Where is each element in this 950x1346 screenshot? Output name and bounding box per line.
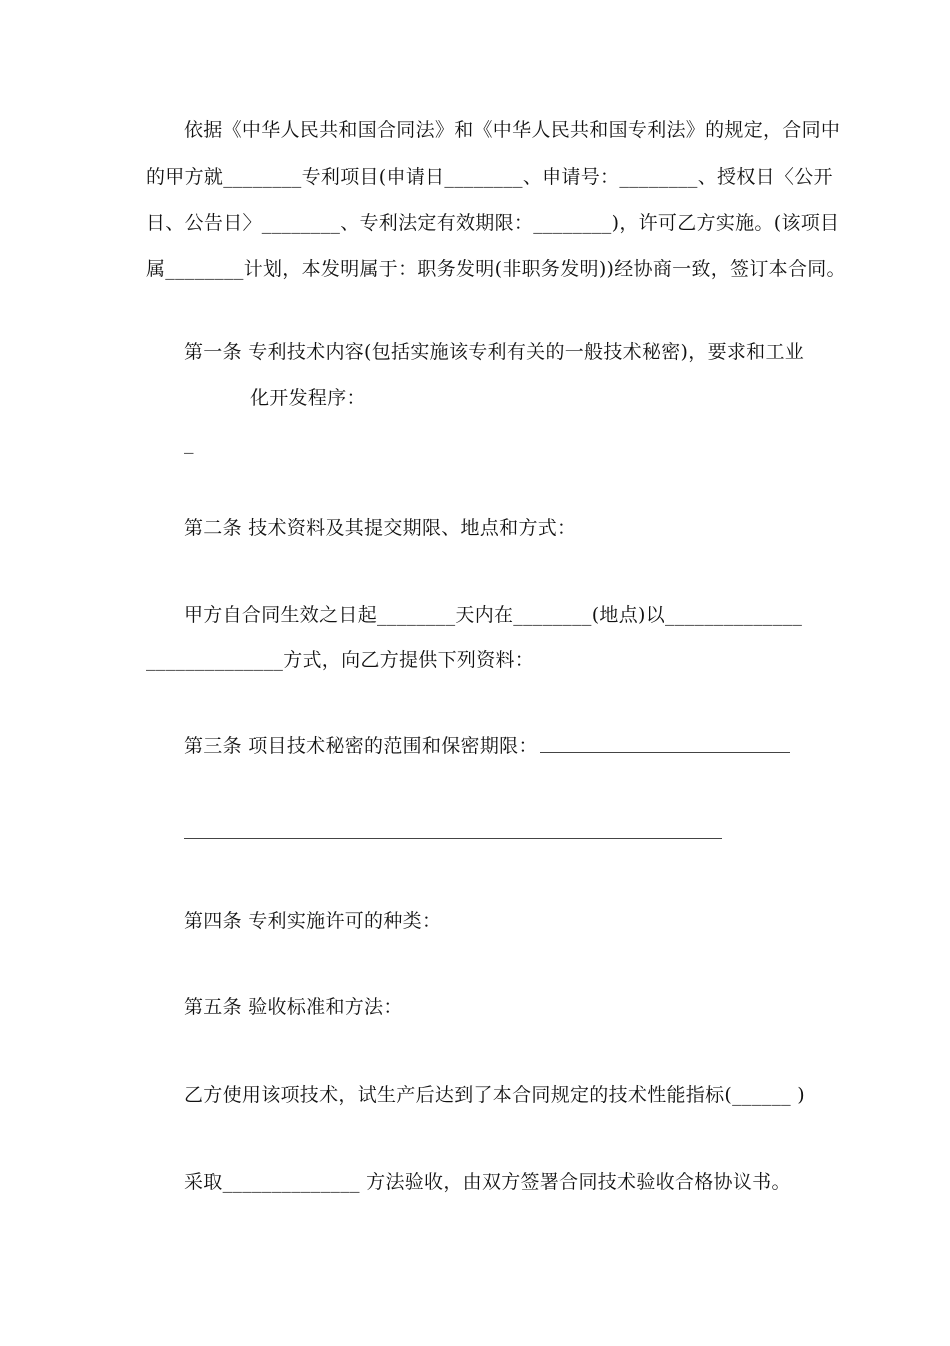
intro-line-1: 依据《中华人民共和国合同法》和《中华人民共和国专利法》的规定，合同中 <box>184 119 841 141</box>
article-2-body-line-2: ______________方式，向乙方提供下列资料： <box>146 649 535 671</box>
intro-line-3: 日、公告日〉________、专利法定有效期限：________)，许可乙方实施。(该项目 <box>146 212 840 234</box>
article-4-title: 第四条 专利实施许可的种类： <box>184 910 442 932</box>
article-5-body-line-1: 乙方使用该项技术，试生产后达到了本合同规定的技术性能指标(______ ) <box>184 1084 805 1106</box>
intro-line-2: 的甲方就________专利项目(申请日________、申请号：________、授权日〈公开 <box>146 166 833 188</box>
article-1-title: 第一条 专利技术内容(包括实施该专利有关的一般技术秘密)，要求和工业 <box>184 341 805 363</box>
article-2-body-line-1: 甲方自合同生效之日起________天内在________(地点)以______________ <box>184 604 803 626</box>
article-5-body-line-2: 采取______________ 方法验收，由双方签署合同技术验收合格协议书。 <box>184 1171 791 1193</box>
article-2-title: 第二条 技术资料及其提交期限、地点和方式： <box>184 517 577 539</box>
article-1-title-cont: 化开发程序： <box>250 387 366 409</box>
article-3-title: 第三条 项目技术秘密的范围和保密期限： <box>184 735 538 757</box>
article-3-fill-line <box>540 752 790 753</box>
article-5-title: 第五条 验收标准和方法： <box>184 996 403 1018</box>
article-1-blank: _ <box>184 432 194 454</box>
article-3-fill-line-2 <box>184 838 722 839</box>
intro-line-4: 属________计划，本发明属于：职务发明(非职务发明))经协商一致，签订本合同。 <box>146 258 846 280</box>
